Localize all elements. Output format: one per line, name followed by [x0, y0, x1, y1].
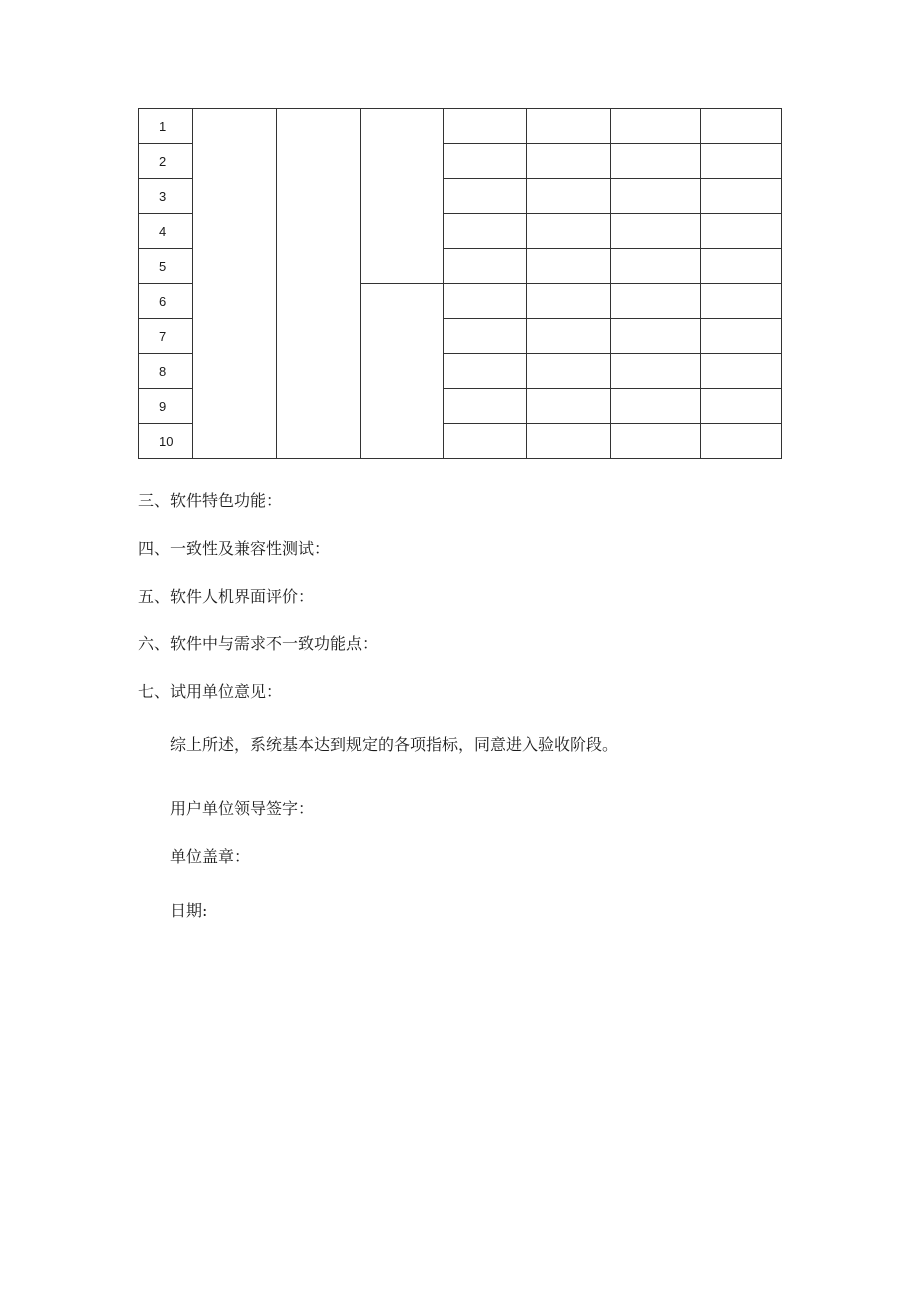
- row-number: 3: [139, 179, 193, 214]
- table-cell: [527, 354, 611, 389]
- table-cell: [527, 144, 611, 179]
- table-cell: [527, 179, 611, 214]
- table-cell: [611, 249, 701, 284]
- table-cell: [701, 354, 782, 389]
- seal-label: 单位盖章：: [170, 847, 251, 866]
- section-3-heading: 三、软件特色功能：: [138, 491, 283, 510]
- date-label: 日期:: [170, 901, 208, 920]
- table-cell: [611, 179, 701, 214]
- section-7-heading: 七、试用单位意见：: [138, 682, 283, 701]
- table-cell: [444, 319, 527, 354]
- merged-cell: [361, 109, 444, 284]
- table-cell: [701, 284, 782, 319]
- table-cell: [701, 389, 782, 424]
- table-cell: [611, 389, 701, 424]
- test-results-table: [138, 108, 782, 459]
- leader-signature-label: 用户单位领导签字：: [170, 799, 315, 818]
- table-cell: [701, 144, 782, 179]
- row-number: 10: [139, 424, 193, 459]
- table-cell: [611, 109, 701, 144]
- table-cell: [527, 424, 611, 459]
- row-number: 9: [139, 389, 193, 424]
- row-number: 2: [139, 144, 193, 179]
- table-cell: [611, 424, 701, 459]
- table-cell: [701, 214, 782, 249]
- table-cell: [611, 354, 701, 389]
- table-cell: [527, 284, 611, 319]
- table-cell: [444, 424, 527, 459]
- section-6-heading: 六、软件中与需求不一致功能点：: [138, 634, 379, 653]
- table-cell: [701, 319, 782, 354]
- section-4-heading: 四、一致性及兼容性测试：: [138, 539, 331, 558]
- table-cell: [444, 249, 527, 284]
- table-cell: [701, 179, 782, 214]
- opinion-summary: 综上所述，系统基本达到规定的各项指标，同意进入验收阶段。: [170, 735, 619, 754]
- row-number: 8: [139, 354, 193, 389]
- table-cell: [444, 109, 527, 144]
- table-row: [139, 109, 782, 144]
- table-cell: [527, 109, 611, 144]
- table-cell: [701, 424, 782, 459]
- table-cell: [527, 214, 611, 249]
- table-cell: [701, 249, 782, 284]
- table-cell: [611, 319, 701, 354]
- table-cell: [611, 284, 701, 319]
- merged-cell: [277, 109, 361, 459]
- merged-cell: [361, 284, 444, 459]
- section-5-heading: 五、软件人机界面评价：: [138, 587, 315, 606]
- table-cell: [444, 144, 527, 179]
- table-cell: [444, 354, 527, 389]
- row-number: 6: [139, 284, 193, 319]
- row-number: 5: [139, 249, 193, 284]
- table-cell: [444, 179, 527, 214]
- row-number: 1: [139, 109, 193, 144]
- table-cell: [527, 249, 611, 284]
- table-cell: [527, 319, 611, 354]
- merged-cell: [193, 109, 277, 459]
- table-cell: [611, 214, 701, 249]
- table-cell: [701, 109, 782, 144]
- table-cell: [444, 389, 527, 424]
- row-number: 7: [139, 319, 193, 354]
- row-number: 4: [139, 214, 193, 249]
- table-cell: [611, 144, 701, 179]
- table-cell: [444, 284, 527, 319]
- table-cell: [444, 214, 527, 249]
- table-cell: [527, 389, 611, 424]
